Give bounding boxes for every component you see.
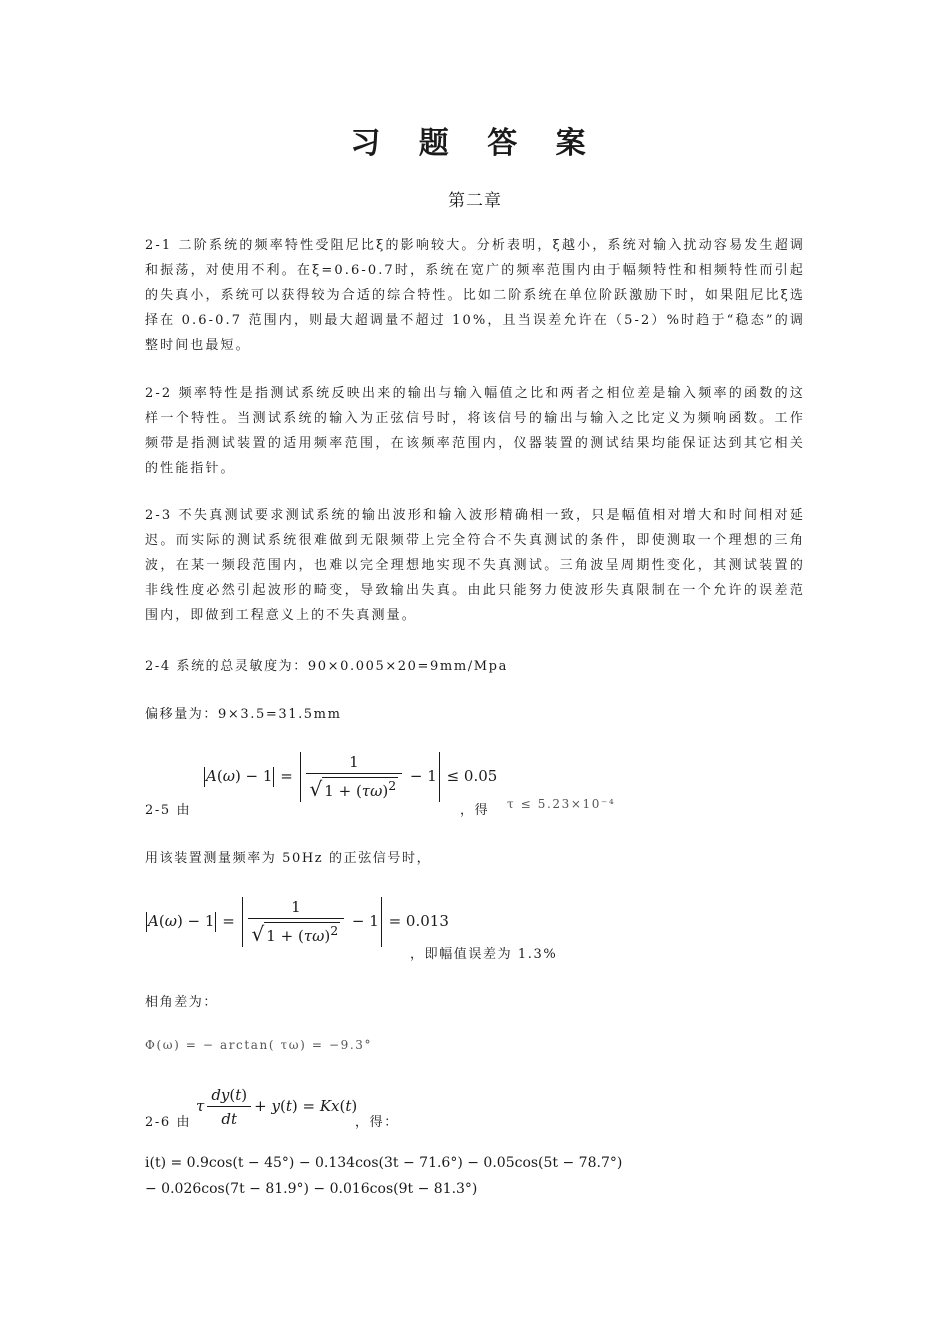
- answer-2-5-get: ，得: [460, 803, 490, 818]
- answer-2-5-prefix: 2-5 由: [145, 803, 192, 818]
- formula-differential-equation: τ $\frac{dy(t)}{dt}$ + y(t) = Kx(t): [196, 1086, 358, 1128]
- formula-output-line-1: i(t) = 0.9cos(t − 45°) − 0.134cos(3t − 71.6°) − 0.05cos(5t − 78.7°): [145, 1155, 623, 1171]
- answer-2-5-phase-label: 相角差为：: [145, 995, 219, 1010]
- chapter-heading: 第二章: [448, 191, 502, 211]
- answer-2-5-error: ，即幅值误差为 1.3%: [410, 947, 558, 962]
- formula-output-line-2: − 0.026cos(7t − 81.9°) − 0.016cos(9t − 81.3°): [145, 1181, 478, 1197]
- formula-amplitude-error-rhs: = 0.013: [388, 912, 449, 930]
- answer-2-1: 2-1 二阶系统的频率特性受阻尼比ξ的影响较大。分析表明，ξ越小，系统对输入扰动容易发生超调和振荡，对使用不利。在ξ=0.6-0.7时，系统在宽广的频率范围内由于幅频特性和相频特性而引起的失真小，系统可以获得较为合适的综合特性。比如二阶系统在单位阶跃激励下时，如果阻尼比ξ选择在 0.6-0.7 范围内，则最大超调量不超过 10%，且当误差允许在（5-2）%时趋于“稳态”的调整时间也最短。: [145, 238, 805, 353]
- formula-amplitude-bound: A(ω) − 1 = $\frac{1}{√ 1 + (\tau\omega)^2}$ − 1 ≤ 0.05: [206, 753, 498, 801]
- formula-tau-result: τ ≤ 5.23×10⁻⁴: [507, 797, 616, 811]
- answer-2-4-sensitivity: 2-4 系统的总灵敏度为：90×0.005×20=9mm/Mpa: [145, 659, 508, 674]
- answer-2-5-use: 用该装置测量频率为 50Hz 的正弦信号时，: [145, 851, 432, 866]
- page-title: 习 题 答 案: [350, 126, 600, 161]
- answer-2-2: 2-2 频率特性是指测试系统反映出来的输出与输入幅值之比和两者之相位差是输入频率的函数的这样一个特性。当测试系统的输入为正弦信号时，将该信号的输出与输入之比定义为频响函数。工作频带是指测试装置的适用频率范围，在该频率范围内，仪器装置的测试结果均能保证达到其它相关的性能指针。: [145, 386, 805, 476]
- answer-2-6-get: ，得：: [355, 1115, 399, 1130]
- formula-amplitude-bound-rhs: ≤ 0.05: [446, 767, 498, 785]
- answer-2-6-prefix: 2-6 由: [145, 1115, 192, 1130]
- formula-amplitude-error: A(ω) − 1 = $\frac{1}{√ 1 + (\tau\omega)^2}$ − 1 = 0.013: [148, 898, 449, 946]
- formula-phase: Φ(ω) = − arctan( τω) = −9.3°: [145, 1038, 373, 1052]
- answer-2-4-offset: 偏移量为：9×3.5=31.5mm: [145, 707, 342, 722]
- answer-2-3: 2-3 不失真测试要求测试系统的输出波形和输入波形精确相一致，只是幅值相对增大和时间相对延迟。而实际的测试系统很难做到无限频带上完全符合不失真测试的条件，即使测取一个理想的三角波，在某一频段范围内，也难以完全理想地实现不失真测试。三角波呈周期性变化，其测试装置的非线性度必然引起波形的畸变，导致输出失真。由此只能努力使波形失真限制在一个允许的误差范围内，即做到工程意义上的不失真测量。: [145, 508, 805, 623]
